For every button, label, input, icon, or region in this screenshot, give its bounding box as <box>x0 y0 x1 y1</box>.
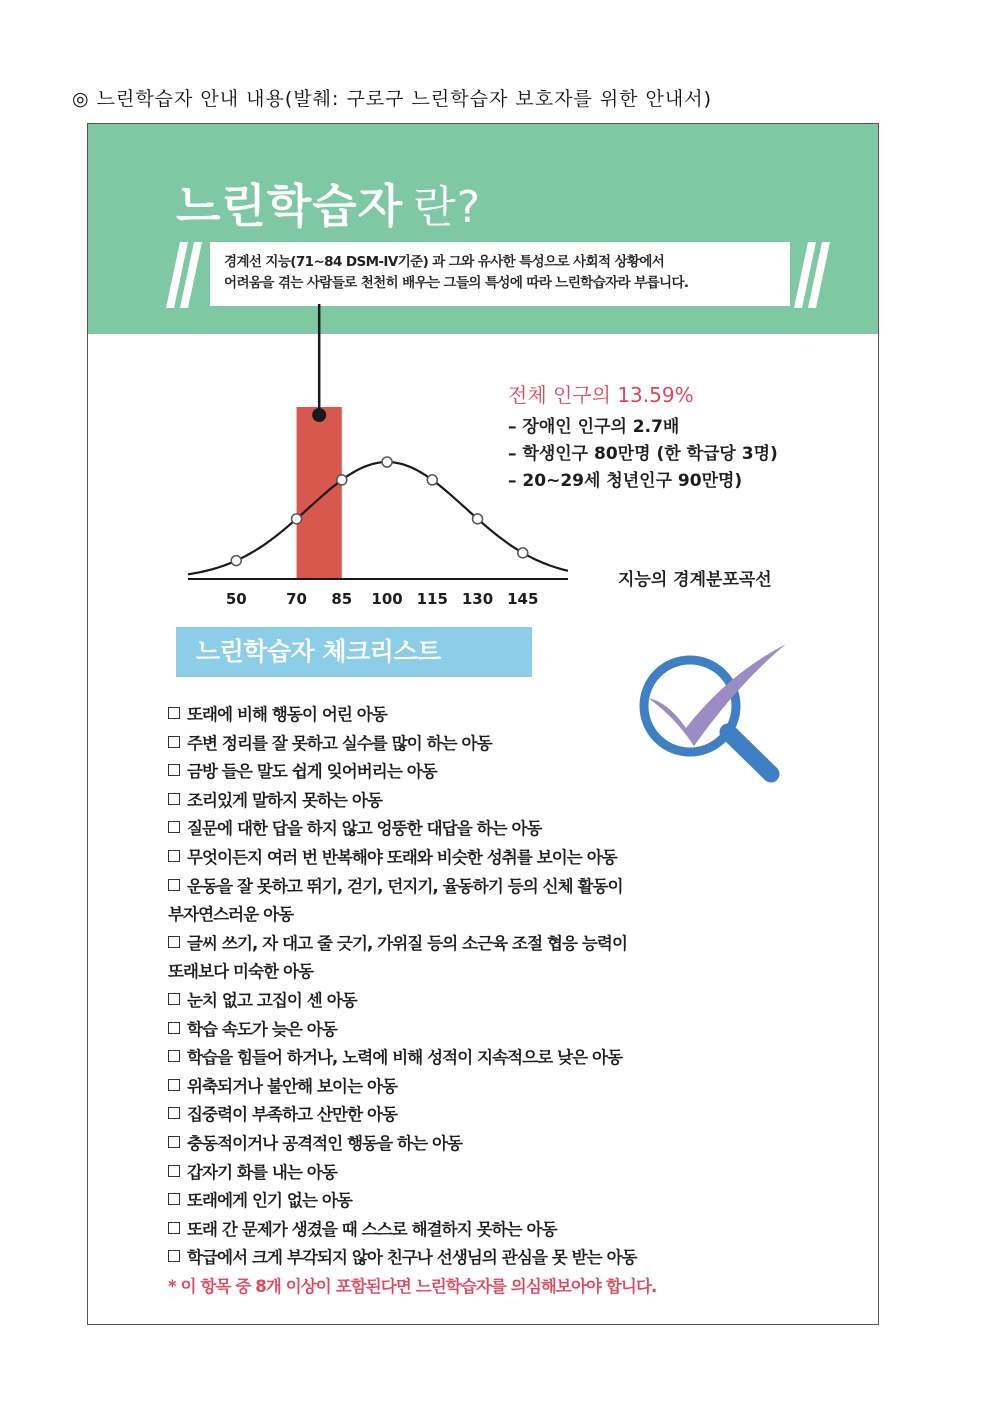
definition-line-2: 어려움을 겪는 사람들로 천천히 배우는 그들의 특성에 따라 느린학습자라 부릅니다. <box>224 275 689 291</box>
pointer-dot <box>312 408 326 422</box>
checkbox-icon <box>168 936 180 948</box>
checklist-item-continuation: 부자연스러운 아동 <box>168 905 294 925</box>
x-tick-label: 70 <box>286 590 308 608</box>
stats-headline: 전체 인구의 13.59% <box>508 383 694 407</box>
checklist-item: 금방 들은 말도 쉽게 잊어버리는 아동 <box>168 758 808 787</box>
title-banner <box>88 124 878 334</box>
checkbox-icon <box>168 821 180 833</box>
banner-title <box>176 170 481 236</box>
x-tick-label: 145 <box>507 590 539 608</box>
document-caption: ◎ 느린학습자 안내 내용(발췌: 구로구 느린학습자 보호자를 위한 안내서) <box>72 88 713 110</box>
left-stripes-decoration <box>166 242 206 308</box>
stats-line-2: – 학생인구 80만명 (한 학급당 3명) <box>508 444 778 464</box>
right-stripes-decoration <box>794 242 834 308</box>
checklist-item: 집중력이 부족하고 산만한 아동 <box>168 1101 808 1130</box>
checkbox-icon <box>168 879 180 891</box>
checkbox-icon <box>168 1079 180 1091</box>
checkbox-icon <box>168 1165 180 1177</box>
checkbox-icon <box>168 736 180 748</box>
checklist-item: 충동적이거나 공격적인 행동을 하는 아동 <box>168 1130 808 1159</box>
curve-point <box>231 556 241 566</box>
checklist-item: 무엇이든지 여러 번 반복해야 또래와 비슷한 성취를 보이는 아동 <box>168 844 808 873</box>
definition-box <box>210 242 790 306</box>
checklist-item: 위축되거나 불안해 보이는 아동 <box>168 1073 808 1102</box>
checklist <box>168 701 808 1301</box>
checklist-item: 학습을 힘들어 하거나, 노력에 비해 성적이 지속적으로 낮은 아동 <box>168 1044 808 1073</box>
x-tick-label: 115 <box>416 590 448 608</box>
checkbox-icon <box>168 1193 180 1205</box>
checklist-item: 학습 속도가 늦은 아동 <box>168 1016 808 1045</box>
checkbox-icon <box>168 1222 180 1234</box>
checkbox-icon <box>168 850 180 862</box>
checklist-item: 운동을 잘 못하고 뛰기, 걷기, 던지기, 율동하기 등의 신체 활동이 <box>168 873 808 902</box>
checkbox-icon <box>168 764 180 776</box>
banner-title-suffix: 란? <box>413 182 482 233</box>
checkbox-icon <box>168 707 180 719</box>
statistics-block <box>508 379 778 495</box>
curve-point <box>292 514 302 524</box>
curve-point <box>382 457 392 467</box>
checklist-item-continuation: 또래보다 미숙한 아동 <box>168 962 314 982</box>
checkbox-icon <box>168 1050 180 1062</box>
x-tick-label: 130 <box>461 590 494 608</box>
checkbox-icon <box>168 793 180 805</box>
stats-line-3: – 20~29세 청년인구 90만명) <box>508 471 743 491</box>
checkbox-icon <box>168 1107 180 1119</box>
checkbox-icon <box>168 1022 180 1034</box>
curve-point <box>337 475 347 485</box>
checklist-item: 학급에서 크게 부각되지 않아 친구나 선생님의 관심을 못 받는 아동 <box>168 1244 808 1273</box>
checklist-item: 또래에게 인기 없는 아동 <box>168 1187 808 1216</box>
x-tick-label: 100 <box>371 590 403 608</box>
flyer-image <box>87 123 879 1325</box>
checkbox-icon <box>168 1136 180 1148</box>
checklist-item: 조리있게 말하지 못하는 아동 <box>168 787 808 816</box>
checklist-item: 글씨 쓰기, 자 대고 줄 긋기, 가위질 등의 소근육 조절 협응 능력이 <box>168 930 808 959</box>
stats-line-1: – 장애인 인구의 2.7배 <box>508 417 680 437</box>
checklist-item: 또래에 비해 행동이 어린 아동 <box>168 701 808 730</box>
checklist-item: 또래 간 문제가 생겼을 때 스스로 해결하지 못하는 아동 <box>168 1216 808 1245</box>
curve-point <box>427 475 437 485</box>
chart-title: 지능의 경계분포곡선 <box>618 570 772 590</box>
checklist-item: 눈치 없고 고집이 센 아동 <box>168 987 808 1016</box>
borderline-range-bar <box>297 407 342 579</box>
checklist-title: 느린학습자 체크리스트 <box>176 627 532 677</box>
curve-point <box>518 548 528 558</box>
checkbox-icon <box>168 1250 180 1262</box>
checklist-item: 갑자기 화를 내는 아동 <box>168 1159 808 1188</box>
checkbox-icon <box>168 993 180 1005</box>
checklist-note: * 이 항목 중 8개 이상이 포함된다면 느린학습자를 의심해보아야 합니다. <box>168 1276 657 1296</box>
definition-line-1: 경계선 지능(71~84 DSM-IV기준) 과 그와 유사한 특성으로 사회적 상황에서 <box>224 254 665 270</box>
checklist-item: 주변 정리를 잘 못하고 실수를 많이 하는 아동 <box>168 730 808 759</box>
x-tick-label: 50 <box>225 590 247 608</box>
curve-point <box>473 514 483 524</box>
checklist-item: 질문에 대한 답을 하지 않고 엉뚱한 대답을 하는 아동 <box>168 815 808 844</box>
banner-title-main: 느린학습자 <box>176 179 404 233</box>
x-tick-label: 85 <box>331 590 353 608</box>
